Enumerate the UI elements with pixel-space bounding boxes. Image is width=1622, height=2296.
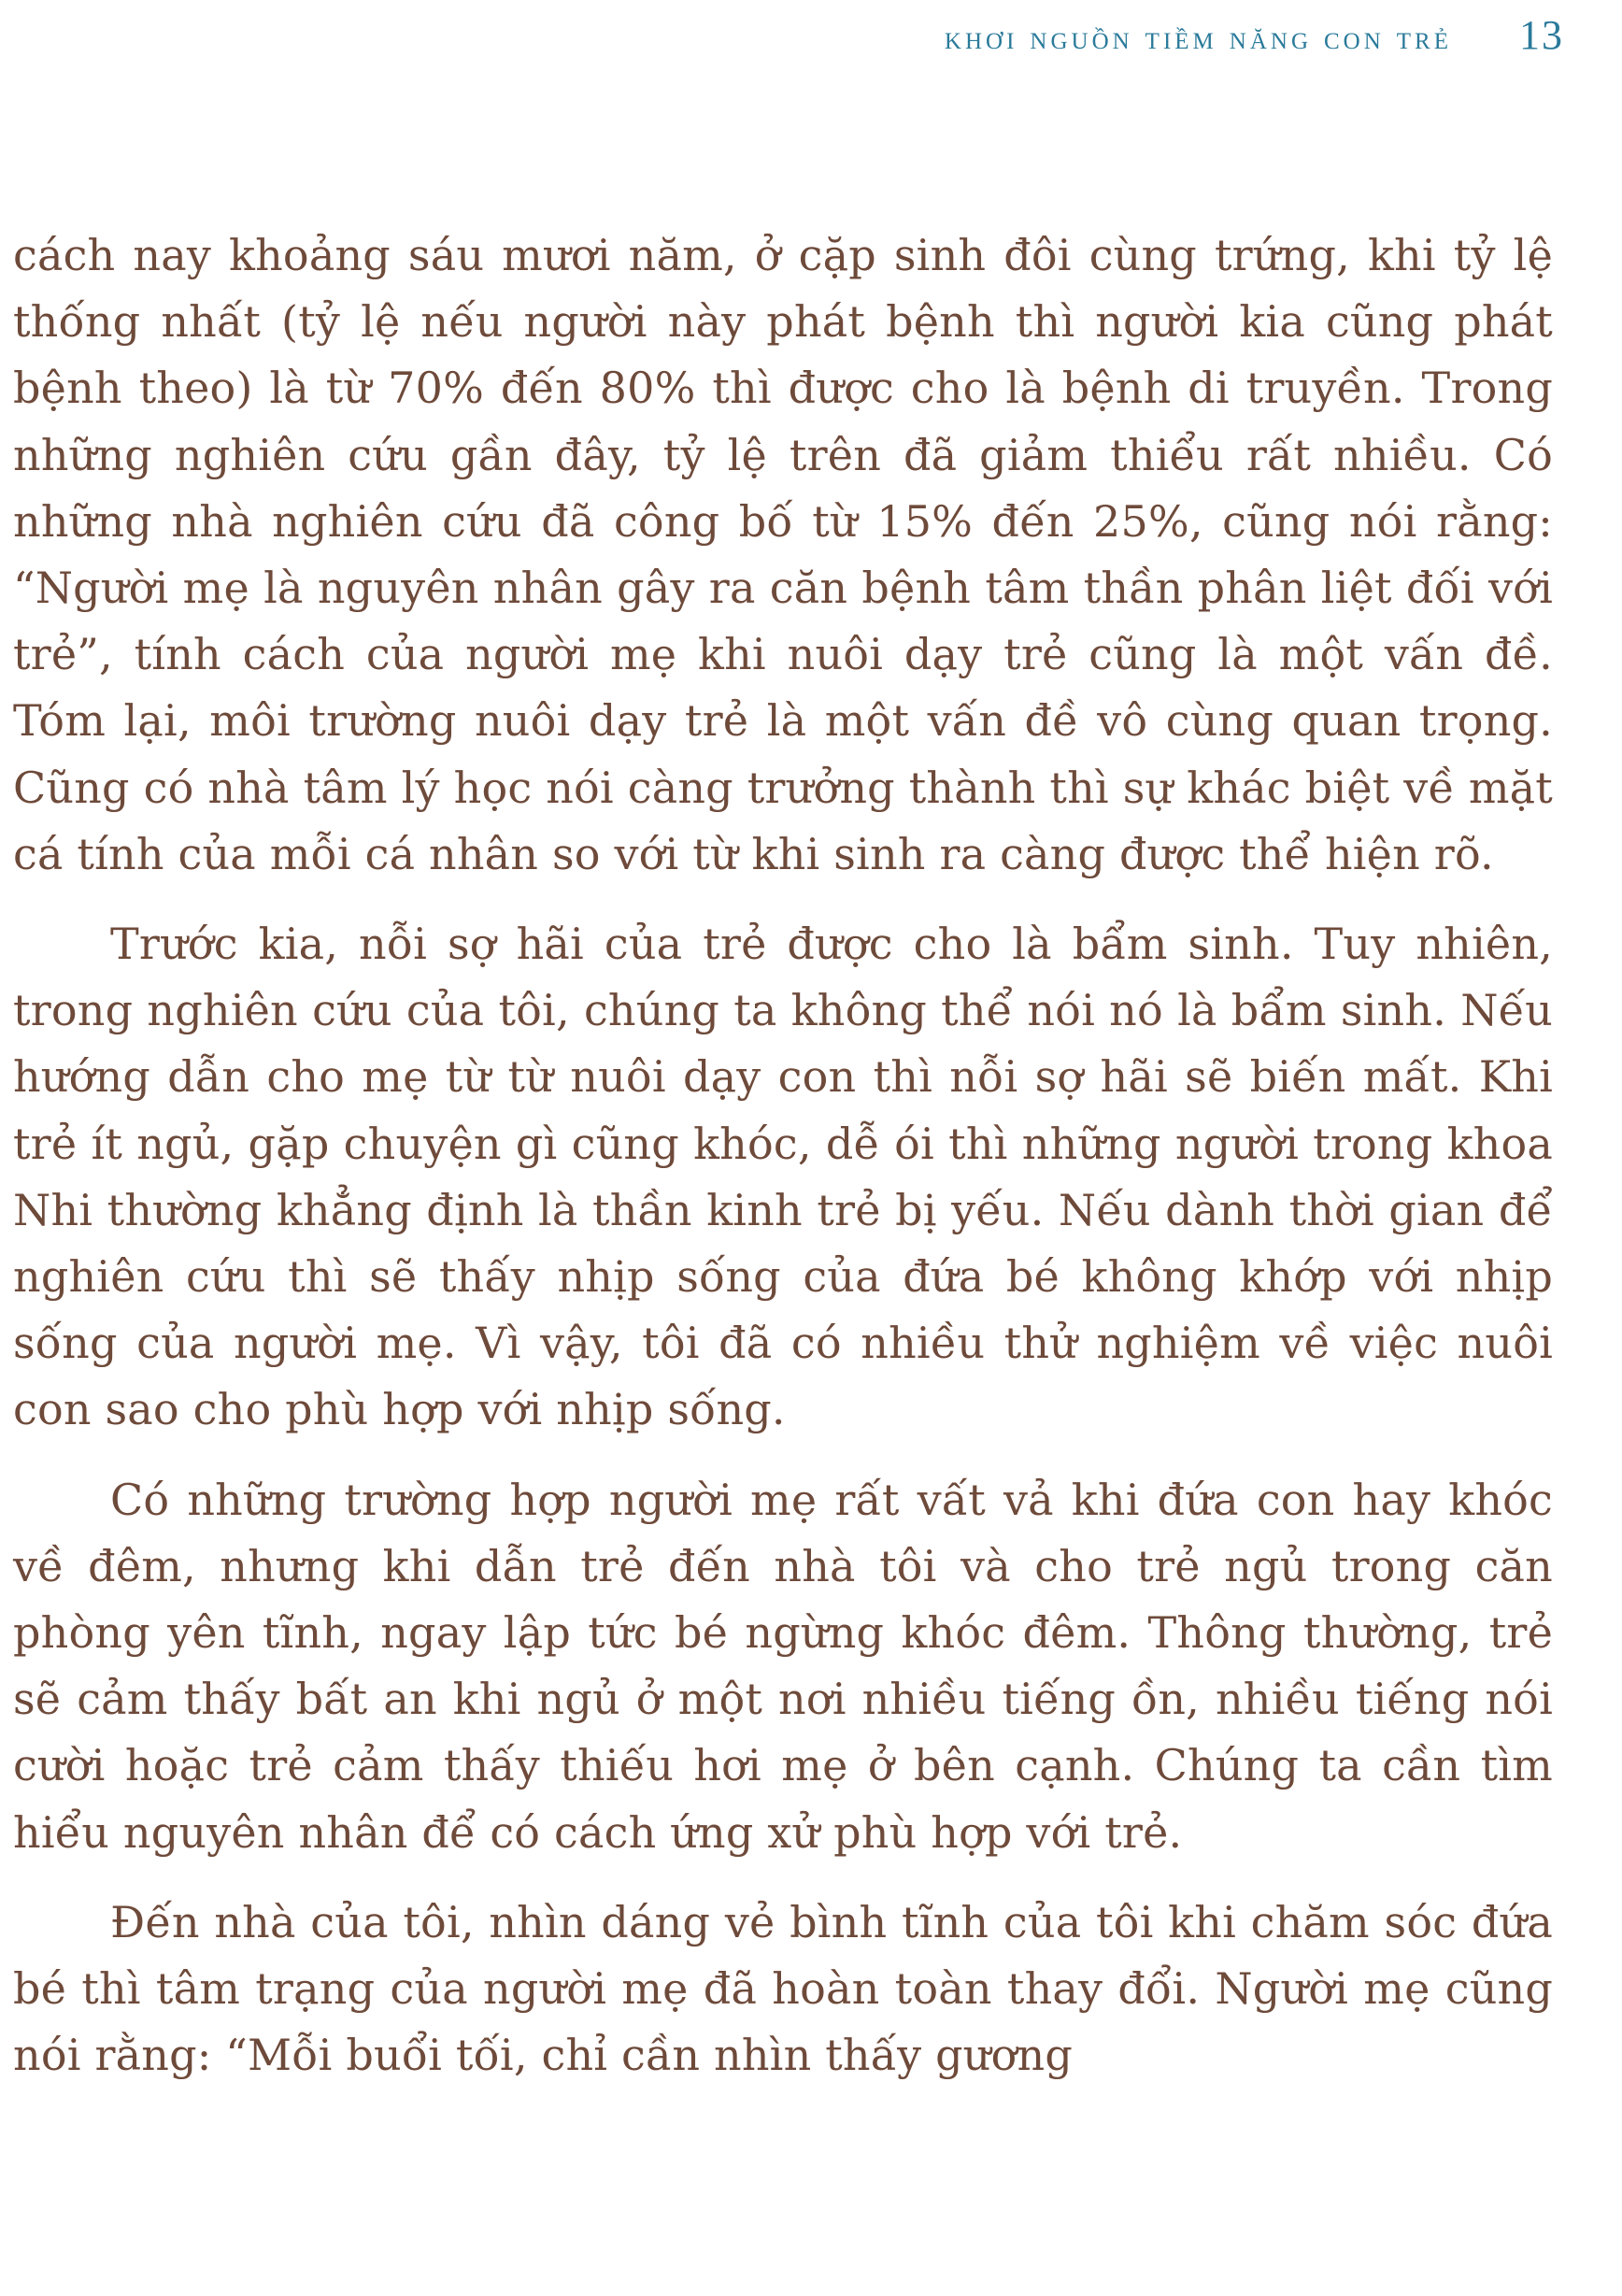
book-title: khơi nguồn tiềm năng con trẻ [944, 19, 1452, 56]
running-header [945, 11, 1564, 59]
paragraph: Đến nhà của tôi, nhìn dáng vẻ bình tĩnh của tôi khi chăm sóc đứa bé thì tâm trạng của người mẹ đã hoàn toàn thay đổi. Người mẹ cũng nói rằng: “Mỗi buổi tối, chỉ cần nhìn thấy gương [13, 1896, 1553, 2081]
paragraph: cách nay khoảng sáu mươi năm, ở cặp sinh đôi cùng trứng, khi tỷ lệ thống nhất (tỷ lệ nếu người này phát bệnh thì người kia cũng phát bệnh theo) là từ 70% đến 80% thì được cho là bệnh di truyền. Trong những nghiên cứu gần đây, tỷ lệ trên đã giảm thiểu rất nhiều. Có những nhà nghiên cứu đã công bố từ 15% đến 25%, cũng nói rằng: “Người mẹ là nguyên nhân gây ra căn bệnh tâm thần phân liệt đối với trẻ”, tính cách của người mẹ khi nuôi dạy trẻ cũng là một vấn đề. Tóm lại, môi trường nuôi dạy trẻ là một vấn đề vô cùng quan trọng. Cũng có nhà tâm lý học nói càng trưởng thành thì sự khác biệt về mặt cá tính của mỗi cá nhân so với từ khi sinh ra càng được thể hiện rõ. [13, 230, 1553, 879]
page-number: 13 [1519, 12, 1564, 58]
paragraph: Có những trường hợp người mẹ rất vất vả khi đứa con hay khóc về đêm, nhưng khi dẫn trẻ đến nhà tôi và cho trẻ ngủ trong căn phòng yên tĩnh, ngay lập tức bé ngừng khóc đêm. Thông thường, trẻ sẽ cảm thấy bất an khi ngủ ở một nơi nhiều tiếng ồn, nhiều tiếng nói cười hoặc trẻ cảm thấy thiếu hơi mẹ ở bên cạnh. Chúng ta cần tìm hiểu nguyên nhân để có cách ứng xử phù hợp với trẻ. [13, 1474, 1553, 1858]
paragraph: Trước kia, nỗi sợ hãi của trẻ được cho là bẩm sinh. Tuy nhiên, trong nghiên cứu của tôi, chúng ta không thể nói nó là bẩm sinh. Nếu hướng dẫn cho mẹ từ từ nuôi dạy con thì nỗi sợ hãi sẽ biến mất. Khi trẻ ít ngủ, gặp chuyện gì cũng khóc, dễ ói thì những người trong khoa Nhi thường khẳng định là thần kinh trẻ bị yếu. Nếu dành thời gian để nghiên cứu thì sẽ thấy nhịp sống của đứa bé không khớp với nhịp sống của người mẹ. Vì vậy, tôi đã có nhiều thử nghiệm về việc nuôi con sao cho phù hợp với nhịp sống. [13, 919, 1553, 1435]
body-text [13, 222, 1553, 2112]
